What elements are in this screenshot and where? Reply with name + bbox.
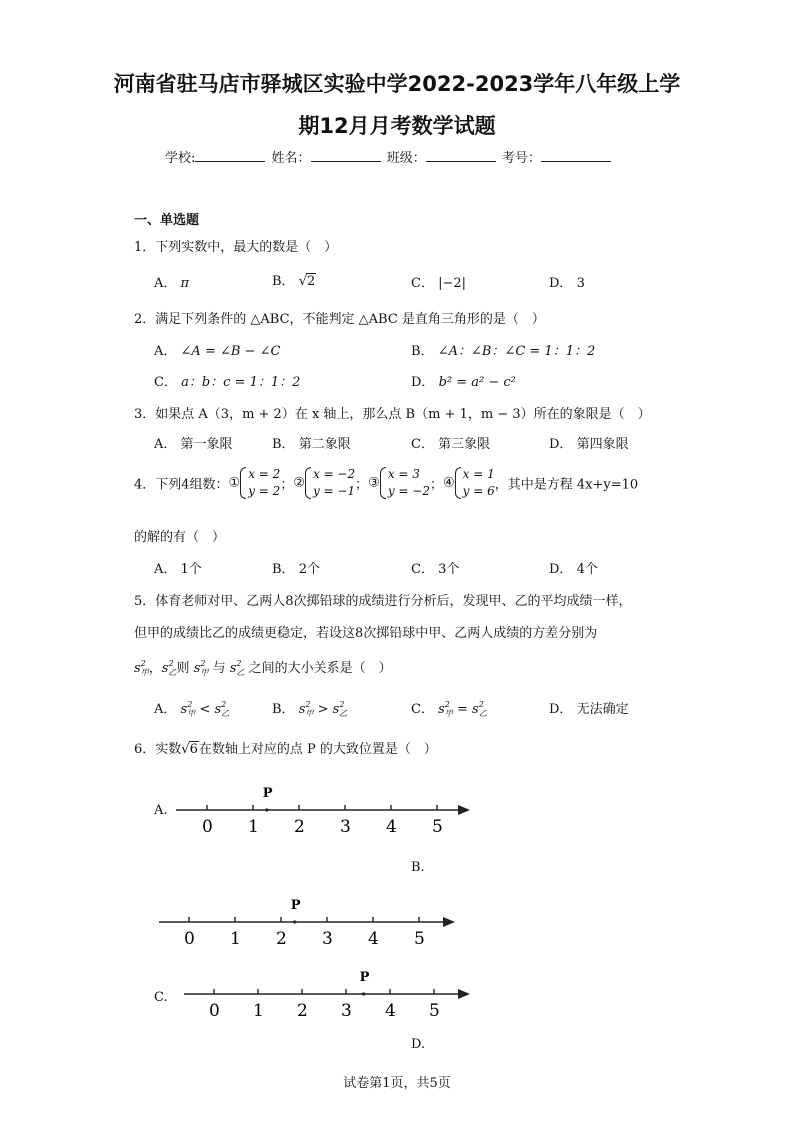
option-text: b² = a² − c²: [438, 375, 516, 390]
option-text: a：b：c = 1：1：2: [181, 375, 301, 390]
system-eq: y = −2: [387, 484, 430, 498]
q2-option-a[interactable]: [154, 340, 280, 359]
q6-option-c-label[interactable]: C.: [154, 990, 168, 1005]
tick-label: 2: [297, 1001, 308, 1021]
option-letter: B．: [272, 702, 295, 717]
q5-option-c[interactable]: [411, 698, 487, 719]
q5-option-a[interactable]: [154, 698, 229, 719]
system-eq: x = −2: [312, 467, 356, 481]
q4-stem: [134, 466, 638, 500]
q3-option-a[interactable]: [154, 433, 233, 452]
option-text: ∠A：∠B：∠C = 1：1：2: [437, 344, 596, 359]
var-s-jia: $s^2_甲$: [134, 659, 149, 677]
q2-option-c[interactable]: [154, 371, 300, 390]
q4-stem-line-2: 的解的有（ ）: [134, 530, 226, 545]
separator: ；: [355, 477, 369, 493]
q6-option-a-label[interactable]: A.: [154, 803, 168, 818]
exam-number-blank[interactable]: [541, 149, 611, 162]
option-expr: $s^2_甲 < s^2_乙$: [180, 700, 230, 718]
system-eq: y = −1: [312, 484, 356, 498]
option-text: 2个: [298, 562, 320, 577]
q1-option-a[interactable]: [154, 272, 189, 291]
q1-stem: 1．下列实数中，最大的数是（ ）: [134, 240, 338, 255]
q6-stem-post: 在数轴上对应的点 P 的大致位置是（ ）: [198, 742, 437, 757]
q1-option-c[interactable]: [411, 272, 466, 291]
q4-option-a[interactable]: [154, 558, 202, 577]
option-text: 4个: [576, 562, 598, 577]
q6-number-line-a: [170, 780, 480, 840]
point-p-label: P: [359, 970, 370, 985]
point-p: [362, 992, 365, 995]
q5-line-2: 但甲的成绩比乙的成绩更稳定，若设这8次掷铅球中甲、乙两人成绩的方差分别为: [134, 626, 598, 641]
option-text: 第三象限: [438, 437, 491, 452]
option-letter: B．: [272, 562, 295, 577]
q6-stem: [134, 738, 437, 757]
student-info-fields: [165, 147, 613, 166]
q1-option-b[interactable]: [272, 270, 316, 289]
option-expr: $s^2_甲 = s^2_乙$: [438, 700, 487, 718]
tick-label: 4: [368, 929, 379, 949]
q4-system-1: [240, 466, 280, 500]
option-letter: A．: [154, 276, 177, 291]
system-eq: x = 1: [462, 467, 495, 481]
q4-system-3: [380, 466, 430, 500]
q5-option-d[interactable]: [549, 698, 629, 717]
q4-option-c[interactable]: [411, 558, 459, 577]
var-s-yi: $s^2_乙$: [161, 659, 177, 677]
name-blank[interactable]: [311, 149, 381, 162]
q4-stem-start: 4．下列4组数：: [134, 477, 229, 493]
q6-option-d-label[interactable]: D.: [411, 1037, 426, 1052]
tick-label: 1: [230, 929, 241, 949]
q5-line-3: $s^2_甲$，$s^2_乙$则 $s^2_甲$ 与 $s^2_乙$ 之间的大小关系是（ ）: [134, 659, 392, 677]
option-letter: A．: [154, 702, 177, 717]
option-letter: D．: [549, 702, 573, 717]
option-letter: D．: [549, 276, 573, 291]
q5-line-1: 5．体育老师对甲、乙两人8次掷铅球的成绩进行分析后，发现甲、乙的平均成绩一样，: [134, 594, 632, 609]
option-letter: C．: [154, 375, 177, 390]
q4-system-2: [305, 466, 355, 500]
tick-label: 5: [432, 817, 443, 837]
option-text: 2: [307, 274, 316, 289]
tick-label: 0: [209, 1001, 220, 1021]
tick-label: 3: [340, 817, 351, 837]
separator: ；: [429, 477, 443, 493]
q4-option-d[interactable]: [549, 558, 598, 577]
class-blank[interactable]: [426, 149, 496, 162]
q3-option-b[interactable]: [272, 433, 351, 452]
section-title: 一、单选题: [134, 213, 200, 228]
option-letter: C．: [411, 276, 434, 291]
radicand: 6: [189, 742, 198, 757]
option-letter: D．: [549, 562, 573, 577]
q4-mark-4: ④: [442, 475, 455, 491]
option-letter: A．: [154, 344, 177, 359]
point-p-label: P: [262, 786, 273, 801]
tick-label: 3: [341, 1001, 352, 1021]
sqrt-sign: √: [298, 274, 307, 289]
point-p-label: P: [290, 898, 301, 913]
var-s-jia-2: $s^2_甲$: [193, 659, 209, 677]
system-eq: x = 3: [387, 467, 420, 481]
option-text: 第四象限: [576, 437, 629, 452]
option-letter: A．: [154, 562, 177, 577]
tick-label: 3: [322, 929, 333, 949]
q5-option-b[interactable]: [272, 698, 347, 719]
tick-label: 0: [202, 817, 213, 837]
q4-option-b[interactable]: [272, 558, 320, 577]
exam-number-label: 考号：: [501, 151, 541, 166]
tick-label: 0: [184, 929, 195, 949]
class-label: 班级：: [386, 151, 426, 166]
q6-option-b-label[interactable]: B.: [411, 860, 425, 875]
option-letter: B．: [272, 437, 295, 452]
system-eq: x = 2: [248, 467, 281, 481]
page-footer: 试卷第1页，共5页: [343, 1076, 451, 1091]
option-letter: C．: [411, 702, 434, 717]
tick-label: 5: [429, 1001, 440, 1021]
option-letter: D．: [549, 437, 573, 452]
q4-mark-1: ①: [228, 475, 241, 491]
title-line-1: 河南省驻马店市驿城区实验中学2022-2023学年八年级上学: [113, 72, 681, 96]
q6-number-line-c: [170, 966, 480, 1026]
system-eq: y = 2: [248, 484, 281, 498]
option-letter: C．: [411, 562, 434, 577]
option-text: 第一象限: [180, 437, 233, 452]
option-text: |−2|: [438, 276, 467, 291]
arrow-icon: [458, 989, 470, 999]
q4-stem-end: ，其中是方程 4x+y=10: [494, 477, 639, 493]
option-text: 3个: [438, 562, 460, 577]
option-letter: B．: [411, 344, 434, 359]
comma: ，: [148, 661, 162, 676]
option-letter: A．: [154, 437, 177, 452]
point-p: [293, 920, 296, 923]
q3-option-c[interactable]: [411, 433, 490, 452]
point-p: [265, 808, 268, 811]
sqrt-sign: √: [181, 742, 190, 757]
q3-stem: 3．如果点 A（3，m + 2）在 x 轴上，那么点 B（m + 1，m − 3）所在的象限是（ ）: [134, 407, 651, 422]
arrow-icon: [443, 917, 455, 927]
tick-label: 4: [385, 1001, 396, 1021]
option-letter: D．: [411, 375, 435, 390]
q1-option-d[interactable]: [549, 272, 585, 291]
q4-mark-3: ③: [368, 475, 380, 491]
tick-label: 4: [386, 817, 397, 837]
var-s-yi-2: $s^2_乙$: [229, 659, 245, 677]
option-text: 无法确定: [576, 702, 629, 717]
option-text: 3: [576, 276, 585, 291]
option-letter: C．: [411, 437, 434, 452]
option-text: 1个: [180, 562, 202, 577]
tick-label: 2: [294, 817, 305, 837]
q2-stem: 2．满足下列条件的 △ABC，不能判定 △ABC 是直角三角形的是（ ）: [134, 312, 545, 327]
arrow-icon: [458, 805, 470, 815]
tick-label: 5: [414, 929, 425, 949]
q2-option-b[interactable]: [411, 340, 595, 359]
q6-number-line-b: [155, 892, 465, 952]
name-label: 姓名：: [271, 151, 311, 166]
school-blank[interactable]: [195, 149, 265, 162]
q3-option-d[interactable]: [549, 433, 629, 452]
option-expr: $s^2_甲 > s^2_乙$: [298, 700, 348, 718]
separator: ；: [280, 477, 294, 493]
q4-mark-2: ②: [293, 475, 305, 491]
q2-option-d[interactable]: [411, 371, 516, 390]
title-line-2: 期12月月考数学试题: [298, 114, 496, 138]
q6-stem-pre: 6．实数: [134, 742, 182, 757]
system-eq: y = 6: [462, 484, 495, 498]
option-text: ∠A = ∠B − ∠C: [180, 344, 281, 359]
school-label: 学校:: [165, 151, 196, 166]
option-text: π: [180, 276, 190, 291]
tick-label: 1: [253, 1001, 264, 1021]
tick-label: 1: [248, 817, 259, 837]
option-letter: B．: [272, 274, 295, 289]
tick-label: 2: [276, 929, 287, 949]
option-text: 第二象限: [298, 437, 351, 452]
q4-system-4: [455, 466, 495, 500]
